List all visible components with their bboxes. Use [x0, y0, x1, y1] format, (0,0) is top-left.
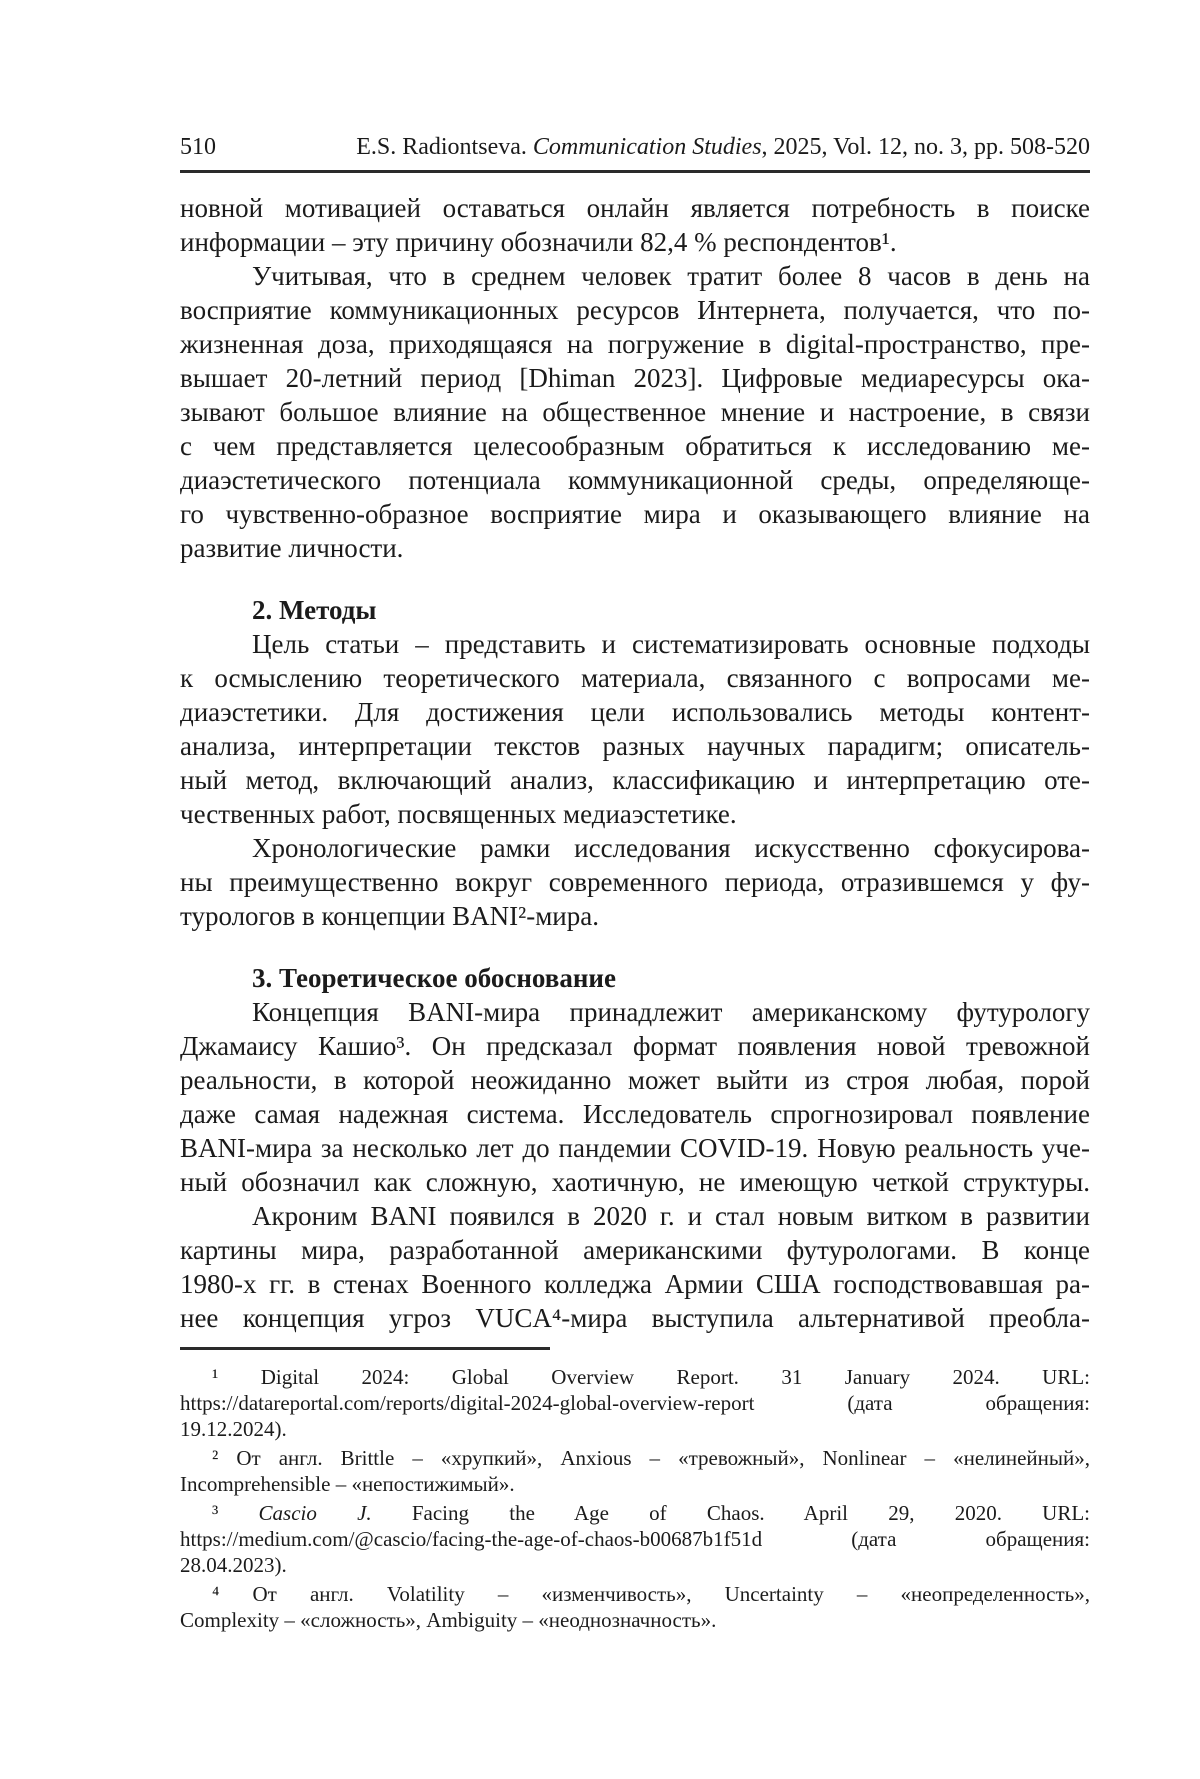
footnotes-section	[180, 1364, 1090, 1633]
text-line: Акроним BANI появился в 2020 г. и стал новым витком в развитии	[252, 1201, 1090, 1231]
running-head	[180, 132, 1090, 173]
text-line: диаэстетического потенциала коммуникационной среды, определяюще-	[180, 465, 1090, 495]
footnote-3	[180, 1500, 1090, 1578]
text-line	[180, 1500, 1090, 1526]
text-line: 1980-х гг. в стенах Военного колледжа Армии США господствовавшая ра-	[180, 1269, 1090, 1299]
text-line: Джамаису Кашио³. Он предсказал формат появления новой тревожной	[180, 1031, 1090, 1061]
text-line: 19.12.2024).	[180, 1417, 287, 1441]
page-number: 510	[180, 134, 216, 160]
citation-journal-title: Communication Studies	[532, 134, 762, 160]
text-line: BANI-мира за несколько лет до пандемии COVID-19. Новую реальность уче-	[180, 1133, 1090, 1163]
text-line: Complexity – «сложность», Ambiguity – «неоднозначность».	[180, 1608, 717, 1632]
text-line: ны преимущественно вокруг современного периода, отразившемся у фу-	[180, 867, 1090, 897]
text-line: новной мотивацией оставаться онлайн является потребность в поиске	[180, 193, 1090, 223]
text-line: ⁴ От англ. Volatility – «изменчивость», Uncertainty – «неопределенность»,	[212, 1582, 1090, 1606]
text-line: картины мира, разработанной американскими футурологами. В конце	[180, 1235, 1090, 1265]
heading-methods: 2. Методы	[252, 595, 377, 625]
text-line: с чем представляется целесообразным обратиться к исследованию ме-	[180, 431, 1090, 461]
paragraph-digital-immersion	[180, 259, 1090, 565]
citation-issue-info: , 2025, Vol. 12, no. 3, pp. 508-520	[761, 134, 1090, 160]
paragraph-chronological-frame	[180, 831, 1090, 933]
text-line: информации – эту причину обозначили 82,4 % респондентов¹.	[180, 227, 897, 257]
text-line: даже самая надежная система. Исследователь спрогнозировал появление	[180, 1099, 1090, 1129]
text-line: ¹ Digital 2024: Global Overview Report. 31 January 2024. URL:	[212, 1365, 1090, 1389]
text-line: реальности, в которой неожиданно может выйти из строя любая, порой	[180, 1065, 1090, 1095]
text-line: Концепция BANI-мира принадлежит американскому футурологу	[252, 997, 1090, 1027]
article-body	[180, 191, 1090, 1335]
text-line: ный метод, включающий анализ, классификацию и интерпретацию оте-	[180, 765, 1090, 795]
text-line: турологов в концепции BANI²-мира.	[180, 901, 599, 931]
text-line: 28.04.2023).	[180, 1553, 287, 1577]
footnote-1	[180, 1364, 1090, 1442]
paragraph-article-goal	[180, 627, 1090, 831]
text-line: нее концепция угроз VUCA⁴-мира выступила альтернативой преобла-	[180, 1303, 1090, 1333]
text-line: Цель статьи – представить и систематизировать основные подходы	[252, 629, 1090, 659]
paragraph-bani-acronym	[180, 1199, 1090, 1335]
text-line: https://medium.com/@cascio/facing-the-age-of-chaos-b00687b1f51d (дата обращения:	[180, 1527, 1090, 1551]
text-line: анализа, интерпретации текстов разных научных парадигм; описатель-	[180, 731, 1090, 761]
footnote-4	[180, 1581, 1090, 1633]
text-line: восприятие коммуникационных ресурсов Интернета, получается, что по-	[180, 295, 1090, 325]
text-line: Incomprehensible – «непостижимый».	[180, 1472, 515, 1496]
text-line: развитие личности.	[180, 533, 404, 563]
citation-authors: E.S. Radiontseva.	[356, 134, 533, 160]
text-line: ный обозначил как сложную, хаотичную, не имеющую четкой структуры.	[180, 1167, 1090, 1197]
italic-text-segment: Cascio J.	[258, 1501, 372, 1525]
text-segment: Facing the Age of Chaos. April 29, 2020. URL:	[371, 1501, 1090, 1525]
text-line: жизненная доза, приходящаяся на погружение в digital-пространство, пре-	[180, 329, 1090, 359]
text-column	[180, 132, 1090, 1633]
heading-theory: 3. Теоретическое обоснование	[252, 963, 616, 993]
text-line: диаэстетики. Для достижения цели использовались методы контент-	[180, 697, 1090, 727]
text-line: зывают большое влияние на общественное мнение и настроение, в связи	[180, 397, 1090, 427]
text-line: Учитывая, что в среднем человек тратит более 8 часов в день на	[252, 261, 1090, 291]
paragraph-bani-concept	[180, 995, 1090, 1199]
text-line: го чувственно-образное восприятие мира и оказывающего влияние на	[180, 499, 1090, 529]
text-line: ² От англ. Brittle – «хрупкий», Anxious – «тревожный», Nonlinear – «нелинейный»,	[212, 1446, 1090, 1470]
text-segment: ³	[212, 1501, 259, 1525]
text-line: https://datareportal.com/reports/digital-2024-global-overview-report (дата обращения:	[180, 1391, 1090, 1415]
text-line: чественных работ, посвященных медиаэстетике.	[180, 799, 737, 829]
text-line: Хронологические рамки исследования искусственно сфокусирова-	[252, 833, 1090, 863]
footnote-2	[180, 1445, 1090, 1497]
text-line: к осмыслению теоретического материала, связанного с вопросами ме-	[180, 663, 1090, 693]
paragraph-online-motivation	[180, 191, 1090, 259]
running-head-citation	[356, 132, 1090, 162]
footnote-separator-rule	[180, 1347, 550, 1350]
text-line: вышает 20-летний период [Dhiman 2023]. Цифровые медиаресурсы ока-	[180, 363, 1090, 393]
